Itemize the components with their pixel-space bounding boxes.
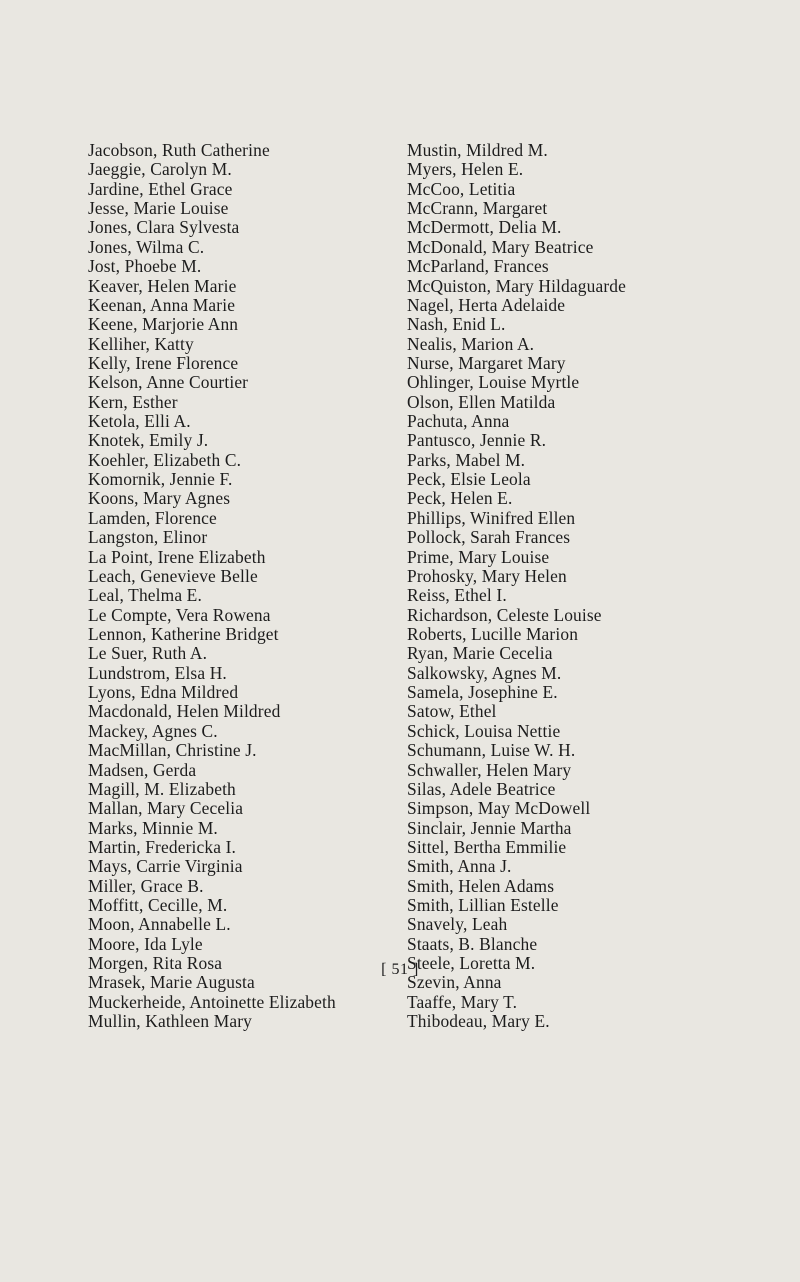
- name-entry: Schwaller, Helen Mary: [407, 759, 572, 780]
- name-entry: Kelly, Irene Florence: [88, 352, 239, 373]
- name-entry: Roberts, Lucille Marion: [407, 623, 579, 644]
- name-entry: Magill, M. Elizabeth: [88, 778, 236, 799]
- name-entry: Muckerheide, Antoinette Elizabeth: [88, 991, 336, 1012]
- name-entry: Madsen, Gerda: [88, 759, 197, 780]
- name-entry: Schick, Louisa Nettie: [407, 720, 561, 741]
- name-entry: Koehler, Elizabeth C.: [88, 449, 242, 470]
- name-entry: Smith, Lillian Estelle: [407, 895, 559, 916]
- name-entry: Morgen, Rita Rosa: [88, 953, 223, 974]
- name-entry: Steele, Loretta M.: [407, 953, 536, 974]
- name-entry: Kelliher, Katty: [88, 333, 194, 354]
- name-list-left: [88, 141, 418, 1032]
- name-entry: Parks, Mabel M.: [407, 449, 526, 470]
- name-entry: Peck, Helen E.: [407, 488, 513, 509]
- name-entry: Jesse, Marie Louise: [88, 198, 229, 219]
- name-entry: Martin, Fredericka I.: [88, 836, 237, 857]
- name-entry: Koons, Mary Agnes: [88, 488, 231, 509]
- name-entry: Simpson, May McDowell: [407, 798, 591, 819]
- name-entry: Marks, Minnie M.: [88, 817, 218, 838]
- name-entry: Le Suer, Ruth A.: [88, 643, 208, 664]
- name-entry: Mackey, Agnes C.: [88, 720, 218, 741]
- name-entry: Keene, Marjorie Ann: [88, 314, 239, 335]
- name-entry: Jardine, Ethel Grace: [88, 178, 233, 199]
- name-entry: Komornik, Jennie F.: [88, 469, 233, 490]
- name-entry: Smith, Helen Adams: [407, 875, 555, 896]
- name-entry: Schumann, Luise W. H.: [407, 740, 576, 761]
- name-entry: Szevin, Anna: [407, 972, 502, 993]
- name-entry: Moon, Annabelle L.: [88, 914, 231, 935]
- name-entry: MacMillan, Christine J.: [88, 740, 257, 761]
- name-entry: Nurse, Margaret Mary: [407, 352, 566, 373]
- name-entry: Pantusco, Jennie R.: [407, 430, 547, 451]
- name-entry: Mrasek, Marie Augusta: [88, 972, 255, 993]
- name-entry: Prohosky, Mary Helen: [407, 565, 567, 586]
- name-entry: Salkowsky, Agnes M.: [407, 662, 562, 683]
- name-entry: McCrann, Margaret: [407, 198, 548, 219]
- name-entry: Phillips, Winifred Ellen: [407, 507, 576, 528]
- name-entry: Lennon, Katherine Bridget: [88, 623, 279, 644]
- name-entry: Langston, Elinor: [88, 527, 208, 548]
- name-entry: Staats, B. Blanche: [407, 933, 538, 954]
- name-entry: Kern, Esther: [88, 391, 178, 412]
- name-entry: Myers, Helen E.: [407, 159, 524, 180]
- name-entry: Taaffe, Mary T.: [407, 991, 518, 1012]
- name-entry: Olson, Ellen Matilda: [407, 391, 556, 412]
- name-entry: Nash, Enid L.: [407, 314, 506, 335]
- name-entry: Samela, Josephine E.: [407, 682, 558, 703]
- name-entry: Leal, Thelma E.: [88, 585, 202, 606]
- name-entry: Leach, Genevieve Belle: [88, 565, 258, 586]
- name-entry: Mustin, Mildred M.: [407, 140, 548, 160]
- name-entry: Peck, Elsie Leola: [407, 469, 531, 490]
- name-entry: Prime, Mary Louise: [407, 546, 550, 567]
- name-entry: McQuiston, Mary Hildaguarde: [407, 275, 626, 296]
- name-entry: Sinclair, Jennie Martha: [407, 817, 572, 838]
- name-entry: Pollock, Sarah Frances: [407, 527, 571, 548]
- name-entry: Thibodeau, Mary E.: [407, 1011, 550, 1032]
- name-entry: Kelson, Anne Courtier: [88, 372, 249, 393]
- name-entry: Le Compte, Vera Rowena: [88, 604, 271, 625]
- name-entry: Lundstrom, Elsa H.: [88, 662, 227, 683]
- name-entry: La Point, Irene Elizabeth: [88, 546, 266, 567]
- name-entry: Moffitt, Cecille, M.: [88, 895, 228, 916]
- name-entry: Lyons, Edna Mildred: [88, 682, 239, 703]
- name-entry: Silas, Adele Beatrice: [407, 778, 556, 799]
- name-entry: McDonald, Mary Beatrice: [407, 236, 594, 257]
- name-entry: Knotek, Emily J.: [88, 430, 209, 451]
- name-entry: Jones, Wilma C.: [88, 236, 205, 257]
- name-entry: Miller, Grace B.: [88, 875, 204, 896]
- name-entry: McDermott, Delia M.: [407, 217, 562, 238]
- name-entry: Mallan, Mary Cecelia: [88, 798, 244, 819]
- name-entry: Mullin, Kathleen Mary: [88, 1011, 252, 1032]
- name-entry: Jones, Clara Sylvesta: [88, 217, 240, 238]
- name-entry: Ohlinger, Louise Myrtle: [407, 372, 580, 393]
- name-entry: Reiss, Ethel I.: [407, 585, 507, 606]
- name-entry: Jaeggie, Carolyn M.: [88, 159, 232, 180]
- name-entry: McParland, Frances: [407, 256, 549, 277]
- name-entry: Nealis, Marion A.: [407, 333, 535, 354]
- name-entry: Ryan, Marie Cecelia: [407, 643, 553, 664]
- name-entry: Smith, Anna J.: [407, 856, 512, 877]
- name-entry: Keaver, Helen Marie: [88, 275, 237, 296]
- name-entry: Lamden, Florence: [88, 507, 217, 528]
- name-entry: McCoo, Letitia: [407, 178, 516, 199]
- name-entry: Satow, Ethel: [407, 701, 497, 722]
- name-entry: Mays, Carrie Virginia: [88, 856, 243, 877]
- name-entry: Keenan, Anna Marie: [88, 294, 236, 315]
- name-entry: Jacobson, Ruth Catherine: [88, 140, 270, 160]
- name-entry: Jost, Phoebe M.: [88, 256, 202, 277]
- name-entry: Snavely, Leah: [407, 914, 508, 935]
- name-entry: Moore, Ida Lyle: [88, 933, 203, 954]
- name-entry: Pachuta, Anna: [407, 411, 510, 432]
- name-entry: Richardson, Celeste Louise: [407, 604, 602, 625]
- name-entry: Sittel, Bertha Emmilie: [407, 836, 567, 857]
- name-entry: Ketola, Elli A.: [88, 411, 191, 432]
- page-number: [ 51 ]: [381, 961, 419, 978]
- name-entry: Nagel, Herta Adelaide: [407, 294, 566, 315]
- name-list-right: [407, 141, 797, 1032]
- name-entry: Macdonald, Helen Mildred: [88, 701, 281, 722]
